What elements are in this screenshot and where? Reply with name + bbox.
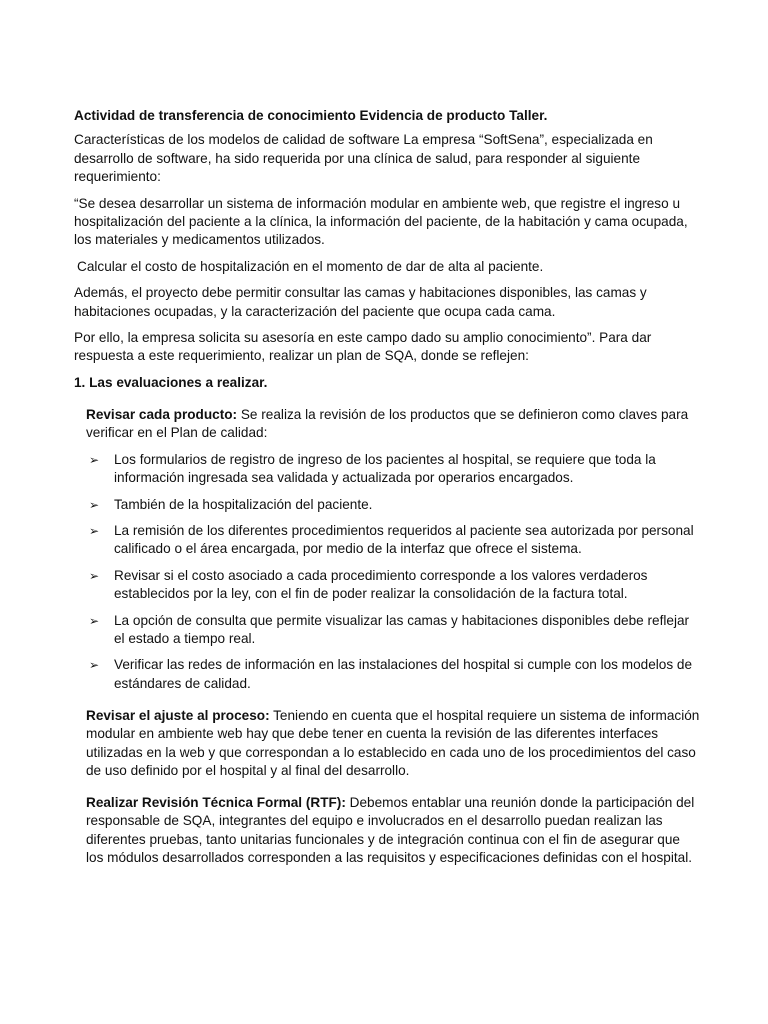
review-process-label: Revisar el ajuste al proceso: xyxy=(86,707,270,723)
list-item xyxy=(86,567,700,604)
list-item-text: También de la hospitalización del paciente. xyxy=(114,496,373,512)
review-product-label: Revisar cada producto: xyxy=(86,406,238,422)
list-item xyxy=(86,451,700,488)
list-item-text: La opción de consulta que permite visualizar las camas y habitaciones disponibles debe reflejar el estado a tiempo real. xyxy=(114,612,690,646)
beds-paragraph: Además, el proyecto debe permitir consultar las camas y habitaciones disponibles, las camas y habitaciones ocupadas, y la caracterización del paciente que ocupa cada cama. xyxy=(74,285,647,319)
list-item-text: La remisión de los diferentes procedimientos requeridos al paciente sea autorizada por personal calificado o el área encargada, por medio de la interfaz que ofrece el sistema. xyxy=(114,522,694,557)
cost-paragraph: Calcular el costo de hospitalización en el momento de dar de alta al paciente. xyxy=(77,258,544,274)
rtf-paragraph xyxy=(86,794,700,868)
review-product-text: Se realiza la revisión de los productos que se definieron como claves para verificar en el Plan de calidad: xyxy=(86,406,689,441)
arrow-bullet-icon: ➢ xyxy=(89,497,100,512)
list-item-text: Verificar las redes de información en las instalaciones del hospital si cumple con los modelos de estándares de calidad. xyxy=(114,657,693,691)
arrow-bullet-icon: ➢ xyxy=(89,452,100,467)
list-item xyxy=(86,612,700,649)
document-title: Actividad de transferencia de conocimiento Evidencia de producto Taller. xyxy=(74,108,548,123)
review-process-paragraph xyxy=(86,707,700,781)
list-item xyxy=(86,496,700,514)
arrow-bullet-icon: ➢ xyxy=(89,658,100,673)
document-page xyxy=(74,107,700,876)
review-product-paragraph xyxy=(86,406,700,443)
arrow-bullet-icon: ➢ xyxy=(89,523,100,538)
review-bullet-list xyxy=(86,451,700,693)
arrow-bullet-icon: ➢ xyxy=(89,613,100,628)
section-heading: 1. Las evaluaciones a realizar. xyxy=(74,374,268,390)
list-item-text: Revisar si el costo asociado a cada procedimiento corresponde a los valores verdaderos establecidos por la ley, con el fin de poder realizar la consolidación de la factura total. xyxy=(114,567,648,602)
requirement-paragraph: “Se desea desarrollar un sistema de información modular en ambiente web, que registre el ingreso u hospitalización del paciente a la clínica, la información del paciente, de la habitación y cama ocupada, los materiales y medicamentos utilizados. xyxy=(74,195,688,248)
list-item xyxy=(86,522,700,559)
rtf-text: Debemos entablar una reunión donde la participación del responsable de SQA, integrantes del equipo e involucrados en el desarrollo puedan realizan las diferentes pruebas, tanto unitarias funcionales y de integración continua con el fin de asegurar que los módulos desarrollados corresponden a las requisitos y especificaciones definidas con el hospital. xyxy=(86,794,695,866)
review-process-text: Teniendo en cuenta que el hospital requiere un sistema de información modular en ambiente web hay que debe tener en cuenta la revisión de las diferentes interfaces utilizadas en la web y que correspondan a lo establecido en cada uno de los procedimientos del caso de uso definido por el hospital y al final del desarrollo. xyxy=(86,707,700,778)
arrow-bullet-icon: ➢ xyxy=(89,568,100,583)
list-item-text: Los formularios de registro de ingreso de los pacientes al hospital, se requiere que toda la información ingresada sea validada y actualizada por operarios encargados. xyxy=(114,451,656,486)
sqa-plan-paragraph: Por ello, la empresa solicita su asesoría en este campo dado su amplio conocimiento”. Para dar respuesta a este requerimiento, realizar un plan de SQA, donde se reflejen: xyxy=(74,330,652,364)
intro-paragraph: Características de los modelos de calidad de software La empresa “SoftSena”, especializada en desarrollo de software, ha sido requerida por una clínica de salud, para responder al siguiente requerimiento: xyxy=(74,132,653,185)
rtf-label: Realizar Revisión Técnica Formal (RTF): xyxy=(86,794,346,810)
list-item xyxy=(86,656,700,693)
